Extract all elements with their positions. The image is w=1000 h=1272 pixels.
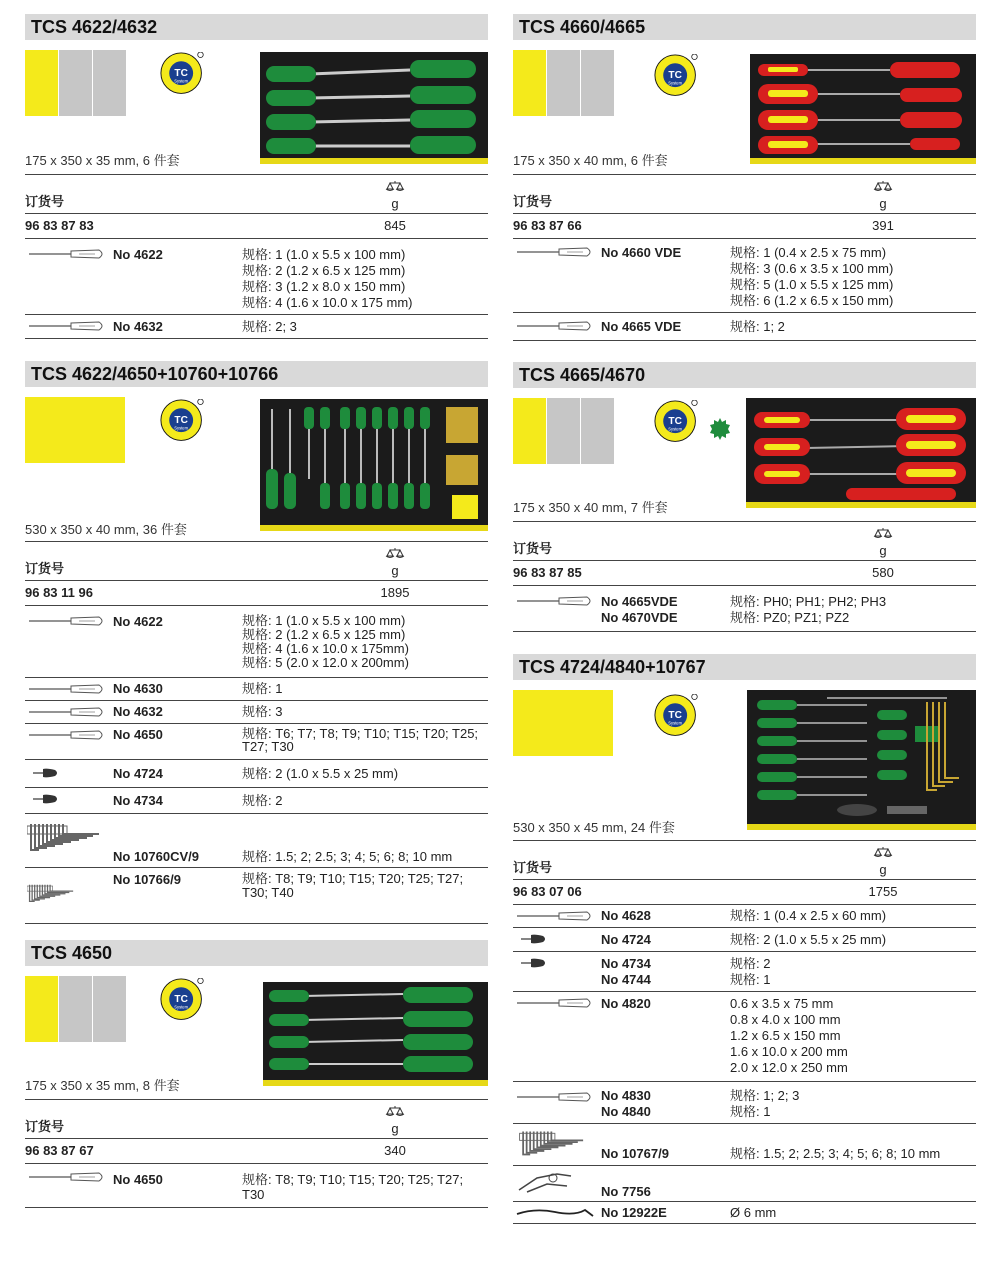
table-row <box>513 905 976 928</box>
screwdriver-icon <box>29 321 105 333</box>
order-number: 96 83 11 96 <box>25 585 93 600</box>
order-number: 96 83 07 06 <box>513 884 582 899</box>
table-row <box>513 881 976 905</box>
product-number: No 4840 <box>601 1104 651 1119</box>
spec-line: 规格: 1 (0.4 x 2.5 x 75 mm) <box>730 245 887 260</box>
spec-line: 规格: 2 (1.2 x 6.5 x 125 mm) <box>242 263 406 278</box>
section-tcs-4622-4632 <box>25 14 488 344</box>
product-number: No 4734 <box>601 956 651 971</box>
spec-line: 规格: PZ0; PZ1; PZ2 <box>730 610 850 625</box>
spec-line: 规格: T8; T9; T10; T15; T20; T25; T27; <box>242 871 464 886</box>
product-number: No 10766/9 <box>113 872 181 887</box>
tc-system-logo <box>160 978 206 1024</box>
spec-line: 规格: 2 (1.2 x 6.5 x 125 mm) <box>242 627 406 642</box>
weight-scale-icon <box>385 1106 405 1118</box>
order-number: 96 83 87 85 <box>513 565 582 580</box>
vde-screwdriver-icon <box>517 247 593 259</box>
spec-line: 规格: 1 <box>242 681 283 696</box>
table-row <box>513 1082 976 1124</box>
table-row <box>25 1164 488 1208</box>
stubby-screwdriver-icon <box>33 768 63 780</box>
weight-unit: g <box>879 543 887 558</box>
hex-key-set-icon <box>515 1128 593 1158</box>
product-number: No 4650 <box>113 727 163 742</box>
spec-line: 规格: 1 (1.0 x 5.5 x 100 mm) <box>242 613 406 628</box>
stubby-screwdriver-icon <box>521 934 551 946</box>
dimensions: 175 x 350 x 35 mm, 6 件套 <box>25 153 180 168</box>
color-swatch-gray <box>93 976 126 1042</box>
color-swatch-yellow <box>513 398 546 464</box>
color-swatch-gray <box>93 50 126 116</box>
product-number-list <box>601 1088 651 1120</box>
spec-list <box>242 1172 463 1202</box>
tc-system-logo <box>654 694 700 740</box>
product-number: No 4670VDE <box>601 610 678 625</box>
spec-list <box>730 594 886 626</box>
table-header <box>25 174 488 214</box>
section-tcs-4660-4665 <box>513 14 976 344</box>
color-swatch-gray <box>547 50 580 116</box>
table-row <box>25 701 488 724</box>
screwdriver-icon <box>29 730 105 742</box>
section-tcs-4724-4840-10767 <box>513 654 976 1226</box>
weight-value: 340 <box>384 1143 406 1158</box>
spec-line: Ø 6 mm <box>730 1205 777 1220</box>
screwdriver-icon <box>29 1172 105 1184</box>
spec-list <box>242 247 413 311</box>
product-number: No 4660 VDE <box>601 245 682 260</box>
screwdriver-icon <box>29 249 105 261</box>
section-title: TCS 4660/4665 <box>513 14 976 40</box>
weight-value: 845 <box>384 218 406 233</box>
spec-list <box>242 614 409 670</box>
spec-list <box>242 727 478 753</box>
spec-line: 0.8 x 4.0 x 100 mm <box>730 1012 841 1027</box>
product-number: No 4650 <box>113 1172 163 1187</box>
tray-image <box>750 54 976 164</box>
table-row <box>25 239 488 315</box>
order-number-label: 订货号 <box>513 541 553 556</box>
screwdriver-icon <box>517 911 593 923</box>
product-number: No 4724 <box>113 766 163 781</box>
weight-value: 1755 <box>868 884 898 899</box>
color-swatch-yellow <box>25 397 125 463</box>
table-row <box>513 562 976 586</box>
screwdriver-icon <box>517 1092 593 1104</box>
tray-image <box>260 399 488 531</box>
tc-system-logo <box>160 52 206 98</box>
hex-key-set-icon <box>27 820 105 856</box>
torx-key-set-icon <box>27 872 77 918</box>
spec-line: 1.2 x 6.5 x 150 mm <box>730 1028 841 1043</box>
table-row <box>513 992 976 1082</box>
spec-line: 规格: 1 (1.0 x 5.5 x 100 mm) <box>242 247 406 262</box>
section-title: TCS 4665/4670 <box>513 362 976 388</box>
section-title: TCS 4650 <box>25 940 488 966</box>
order-number-label: 订货号 <box>513 194 553 209</box>
table-row <box>513 313 976 341</box>
spec-line: T27; T30 <box>242 739 294 754</box>
screwdriver-icon <box>29 684 105 696</box>
table-header <box>25 541 488 581</box>
spec-line: 规格: 2 <box>730 956 771 971</box>
vde-screwdriver-icon <box>517 596 593 608</box>
product-number: No 10767/9 <box>601 1146 669 1161</box>
table-row <box>25 215 488 239</box>
spec-line: T30 <box>242 1187 265 1202</box>
weight-unit: g <box>879 196 887 211</box>
table-row <box>25 606 488 678</box>
green-seal-icon <box>709 418 731 440</box>
spec-line: 规格: 3 <box>242 704 283 719</box>
screwdriver-icon <box>517 998 593 1010</box>
spec-line: 规格: 1; 2; 3 <box>730 1088 800 1103</box>
order-number: 96 83 87 66 <box>513 218 582 233</box>
table-row <box>25 814 488 868</box>
section-title: TCS 4622/4650+10760+10766 <box>25 361 488 387</box>
table-header <box>513 174 976 214</box>
spec-line: 规格: 4 (1.6 x 10.0 x 175mm) <box>242 641 409 656</box>
spec-line: 规格: 1 <box>730 1104 771 1119</box>
table-row <box>25 678 488 701</box>
spec-line: 规格: 5 (1.0 x 5.5 x 125 mm) <box>730 277 894 292</box>
product-number: No 4632 <box>113 319 163 334</box>
spec-list <box>730 996 848 1076</box>
product-number: No 4628 <box>601 908 651 923</box>
spec-line: 规格: 3 (0.6 x 3.5 x 100 mm) <box>730 261 894 276</box>
section-tcs-4622-4650-10760-10766 <box>25 361 488 927</box>
vde-screwdriver-icon <box>517 321 593 333</box>
product-number: No 4724 <box>601 932 651 947</box>
stubby-screwdriver-icon <box>521 958 551 970</box>
table-row <box>513 1202 976 1224</box>
product-number-list <box>601 594 678 626</box>
product-number: No 10760CV/9 <box>113 849 199 864</box>
table-row <box>25 724 488 760</box>
section-title: TCS 4724/4840+10767 <box>513 654 976 680</box>
table-row <box>513 952 976 992</box>
spec-line: 规格: 2; 3 <box>242 319 297 334</box>
spec-list <box>730 245 893 309</box>
color-swatch-gray <box>59 976 92 1042</box>
spec-line: 规格: 6 (1.2 x 6.5 x 150 mm) <box>730 293 894 308</box>
product-number: No 7756 <box>601 1184 651 1199</box>
dimensions: 175 x 350 x 40 mm, 7 件套 <box>513 500 668 515</box>
table-header <box>513 521 976 561</box>
spec-line: 规格: 2 (1.0 x 5.5 x 25 mm) <box>730 932 887 947</box>
table-row <box>25 1140 488 1164</box>
color-swatch-gray <box>547 398 580 464</box>
spec-line: 规格: 1.5; 2; 2.5; 3; 4; 5; 6; 8; 10 mm <box>242 849 453 864</box>
table-row <box>513 215 976 239</box>
order-number: 96 83 87 67 <box>25 1143 94 1158</box>
stubby-screwdriver-icon <box>33 794 63 806</box>
spec-list <box>730 956 770 988</box>
spec-line: 规格: 5 (2.0 x 12.0 x 200mm) <box>242 655 409 670</box>
spec-line: 1.6 x 10.0 x 200 mm <box>730 1044 848 1059</box>
color-swatch-gray <box>59 50 92 116</box>
product-number: No 4665VDE <box>601 594 678 609</box>
product-number: No 4622 <box>113 247 163 262</box>
spec-line: 规格: 1.5; 2; 2.5; 3; 4; 5; 6; 8; 10 mm <box>730 1146 941 1161</box>
tray-image <box>746 398 976 508</box>
dimensions: 530 x 350 x 45 mm, 24 件套 <box>513 820 675 835</box>
product-number: No 4830 <box>601 1088 651 1103</box>
table-row <box>513 1166 976 1202</box>
spec-line: T30; T40 <box>242 885 294 900</box>
color-swatch-yellow <box>513 50 546 116</box>
section-tcs-4650 <box>25 940 488 1210</box>
product-number: No 4630 <box>113 681 163 696</box>
tc-system-logo <box>654 400 700 446</box>
tray-image <box>260 52 488 164</box>
table-row <box>25 760 488 788</box>
tray-image <box>263 982 488 1086</box>
product-number: No 12922E <box>601 1205 667 1220</box>
product-number: No 4632 <box>113 704 163 719</box>
product-number-list <box>601 956 651 988</box>
weight-unit: g <box>879 862 887 877</box>
tc-system-logo <box>160 399 206 445</box>
color-swatch-gray <box>581 50 614 116</box>
table-row <box>513 928 976 952</box>
spec-line: 2.0 x 12.0 x 250 mm <box>730 1060 848 1075</box>
color-swatch-gray <box>581 398 614 464</box>
weight-scale-icon <box>385 548 405 560</box>
spec-line: 规格: 4 (1.6 x 10.0 x 175 mm) <box>242 295 413 310</box>
table-row <box>25 788 488 814</box>
table-row <box>25 868 488 924</box>
spec-line: 规格: 1; 2 <box>730 319 785 334</box>
color-swatch-yellow <box>513 690 613 756</box>
tray-image <box>747 690 976 830</box>
spec-line: 规格: T8; T9; T10; T15; T20; T25; T27; <box>242 1172 464 1187</box>
spec-line: 规格: 1 (0.4 x 2.5 x 60 mm) <box>730 908 887 923</box>
dimensions: 175 x 350 x 35 mm, 8 件套 <box>25 1078 180 1093</box>
section-title: TCS 4622/4632 <box>25 14 488 40</box>
dimensions: 175 x 350 x 40 mm, 6 件套 <box>513 153 668 168</box>
spec-line: 规格: T6; T7; T8; T9; T10; T15; T20; T25; <box>242 726 479 741</box>
screwdriver-icon <box>29 707 105 719</box>
weight-unit: g <box>391 1121 399 1136</box>
weight-unit: g <box>391 563 399 578</box>
weight-unit: g <box>391 196 399 211</box>
weight-value: 580 <box>872 565 894 580</box>
color-swatch-yellow <box>25 50 58 116</box>
order-number-label: 订货号 <box>513 860 553 875</box>
spec-list <box>730 1088 799 1120</box>
table-row <box>513 239 976 313</box>
section-tcs-4665-4670 <box>513 362 976 634</box>
spec-line: 规格: 3 (1.2 x 8.0 x 150 mm) <box>242 279 406 294</box>
order-number: 96 83 87 83 <box>25 218 94 233</box>
tc-system-logo <box>654 54 700 100</box>
order-number-label: 订货号 <box>25 1119 65 1134</box>
weight-value: 391 <box>872 218 894 233</box>
dimensions: 530 x 350 x 40 mm, 36 件套 <box>25 522 187 537</box>
weight-scale-icon <box>873 528 893 540</box>
product-number: No 4744 <box>601 972 651 987</box>
table-row <box>25 315 488 339</box>
flexible-shaft-icon <box>515 1204 595 1220</box>
table-header <box>25 1099 488 1139</box>
product-number: No 4820 <box>601 996 651 1011</box>
tool-holder-icon <box>517 1170 573 1196</box>
product-number: No 4622 <box>113 614 163 629</box>
product-number: No 4665 VDE <box>601 319 682 334</box>
weight-scale-icon <box>385 181 405 193</box>
weight-scale-icon <box>873 181 893 193</box>
table-row <box>25 582 488 606</box>
spec-line: 规格: 2 (1.0 x 5.5 x 25 mm) <box>242 766 399 781</box>
color-swatch-yellow <box>25 976 58 1042</box>
order-number-label: 订货号 <box>25 194 65 209</box>
weight-scale-icon <box>873 847 893 859</box>
table-header <box>513 840 976 880</box>
order-number-label: 订货号 <box>25 561 65 576</box>
spec-line: 规格: 1 <box>730 972 771 987</box>
table-row <box>513 1124 976 1166</box>
weight-value: 1895 <box>380 585 410 600</box>
spec-list <box>242 872 463 900</box>
screwdriver-icon <box>29 616 105 628</box>
table-row <box>513 586 976 632</box>
spec-line: 规格: PH0; PH1; PH2; PH3 <box>730 594 887 609</box>
spec-line: 规格: 2 <box>242 793 283 808</box>
product-number: No 4734 <box>113 793 163 808</box>
spec-line: 0.6 x 3.5 x 75 mm <box>730 996 834 1011</box>
